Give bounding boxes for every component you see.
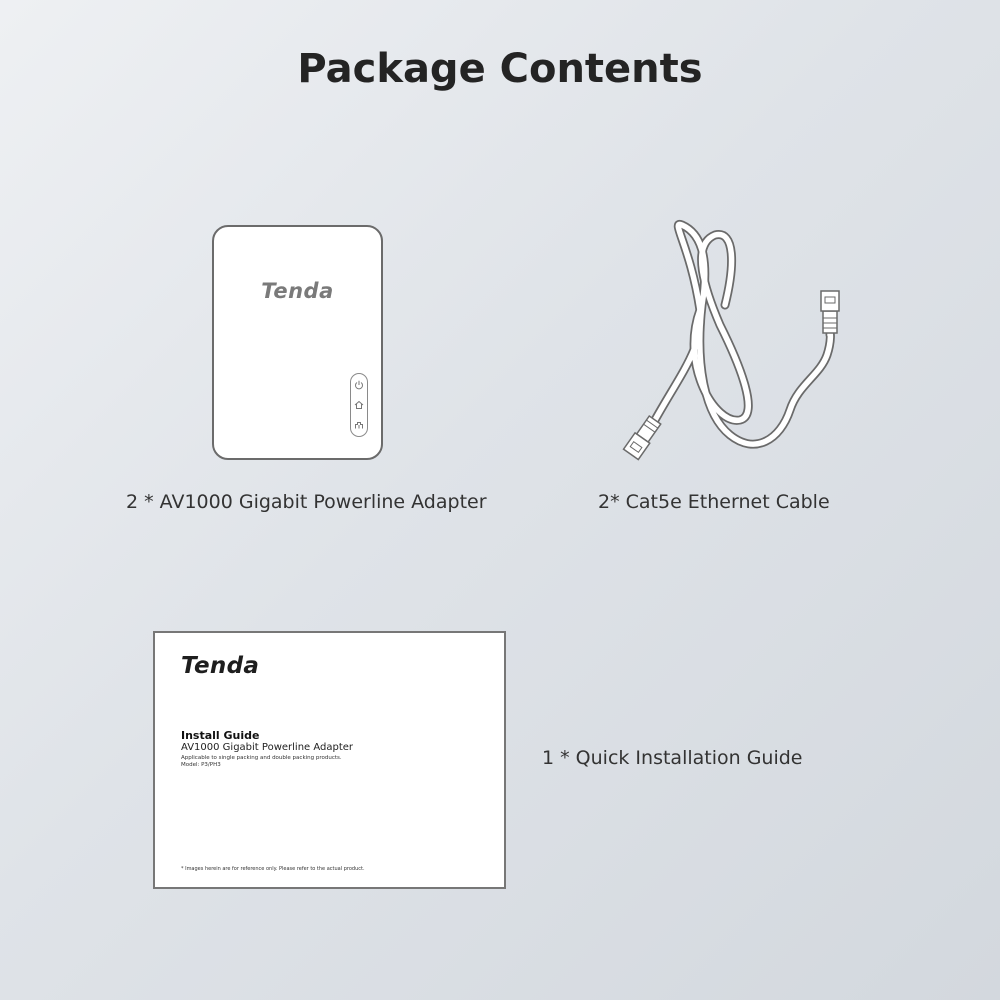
page-title: Package Contents [297,46,703,92]
ethernet-cable-image [620,215,860,470]
adapter-caption: 2 * AV1000 Gigabit Powerline Adapter [126,491,487,513]
power-icon [354,380,364,390]
right-rj45-connector [821,291,839,333]
home-icon [354,400,364,410]
adapter-brand-logo: Tenda [261,279,334,303]
guide-subtitle: AV1000 Gigabit Powerline Adapter [181,742,354,753]
adapter-led-strip [350,373,368,437]
guide-model: Model: P3/PH3 [181,762,221,768]
left-rj45-connector [624,415,663,460]
guide-caption: 1 * Quick Installation Guide [542,747,803,769]
guide-footer: * Images herein are for reference only. Please refer to the actual product. [181,866,365,872]
guide-note: Applicable to single packing and double packing products. [181,755,342,761]
guide-brand-logo: Tenda [181,653,260,679]
cable-caption: 2* Cat5e Ethernet Cable [598,491,830,513]
install-guide-image [153,631,506,889]
ethernet-icon [354,420,364,430]
guide-heading: Install Guide [181,729,260,742]
powerline-adapter-image [212,225,383,460]
